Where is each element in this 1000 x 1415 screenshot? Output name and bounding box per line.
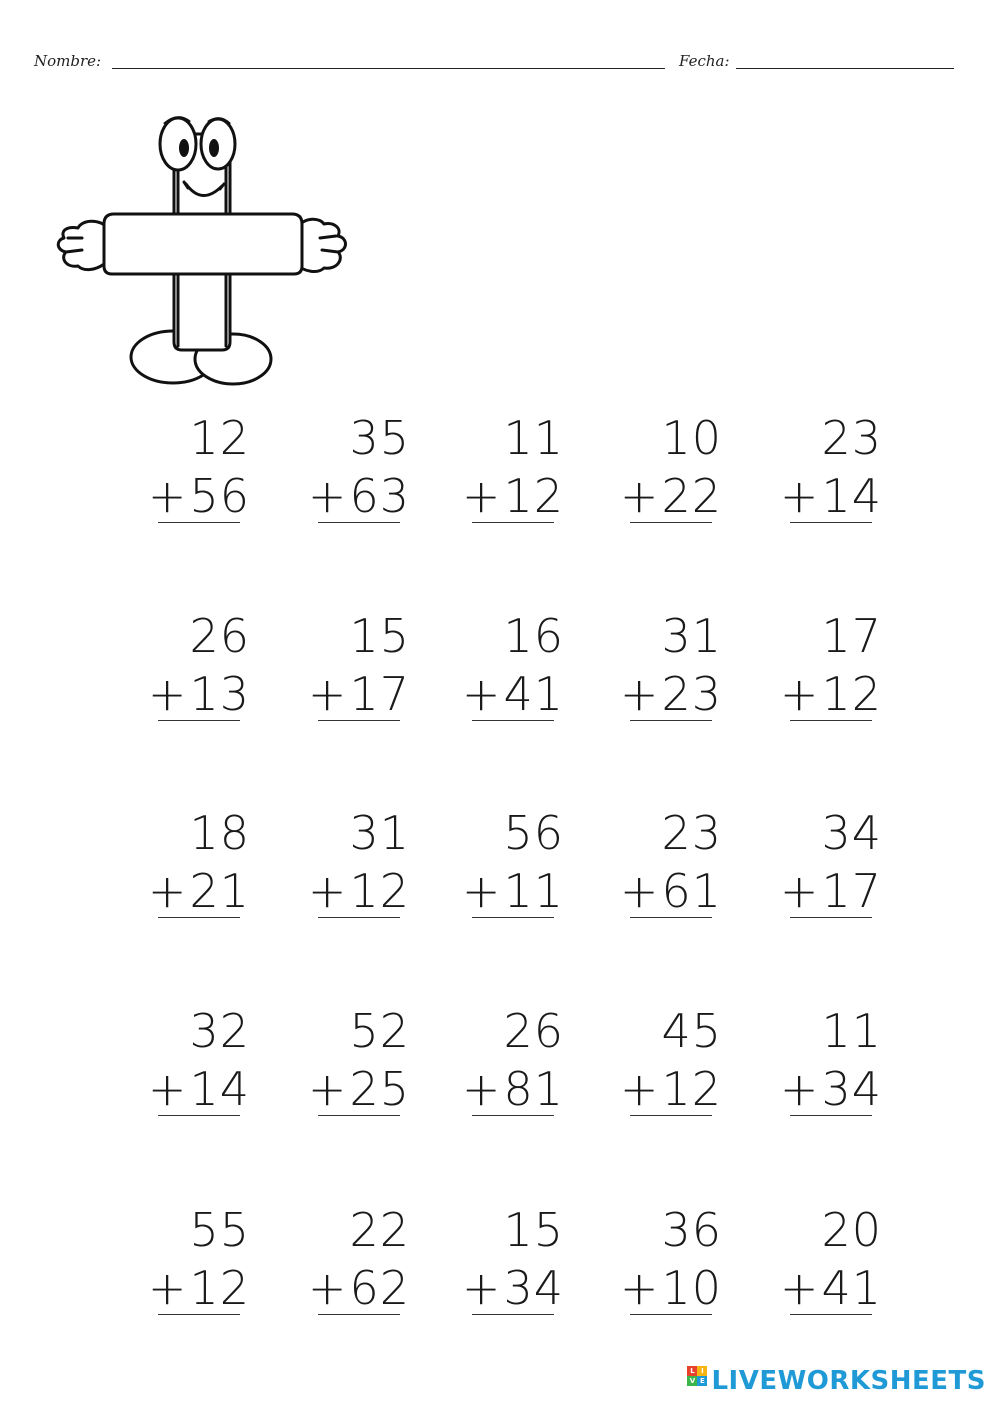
- answer-line[interactable]: [472, 1115, 554, 1116]
- answer-line[interactable]: [318, 1115, 400, 1116]
- addition-problem: [779, 1192, 894, 1322]
- second-addend: [619, 864, 722, 918]
- second-addend-value: 41: [821, 1261, 882, 1315]
- first-addend: 56: [503, 806, 564, 860]
- first-addend: 16: [503, 609, 564, 663]
- first-addend: 36: [661, 1203, 722, 1257]
- answer-line[interactable]: [472, 522, 554, 523]
- second-addend: [307, 667, 410, 721]
- addition-problem: [461, 993, 576, 1123]
- addition-problem: [147, 1192, 262, 1322]
- date-label: Fecha:: [679, 52, 730, 70]
- plus-operator: +: [461, 1062, 502, 1116]
- plus-operator: +: [307, 469, 348, 523]
- addition-problem: [147, 598, 262, 728]
- second-addend-value: 22: [661, 469, 722, 523]
- answer-line[interactable]: [158, 1115, 240, 1116]
- first-addend: 15: [503, 1203, 564, 1257]
- first-addend: 31: [661, 609, 722, 663]
- logo-letter: L: [687, 1366, 697, 1376]
- addition-problem: [779, 400, 894, 530]
- first-addend: 11: [503, 411, 564, 465]
- logo-letter: E: [697, 1376, 707, 1386]
- addition-problem: [307, 993, 422, 1123]
- addition-problem: [461, 1192, 576, 1322]
- second-addend-value: 12: [189, 1261, 250, 1315]
- second-addend-value: 12: [661, 1062, 722, 1116]
- second-addend-value: 81: [503, 1062, 564, 1116]
- second-addend: [147, 469, 250, 523]
- addition-problem: [461, 795, 576, 925]
- plus-operator: +: [147, 667, 188, 721]
- first-addend: 22: [349, 1203, 410, 1257]
- first-addend: 31: [349, 806, 410, 860]
- plus-operator: +: [779, 469, 820, 523]
- second-addend-value: 63: [349, 469, 410, 523]
- second-addend: [147, 667, 250, 721]
- addition-problem: [147, 795, 262, 925]
- plus-operator: +: [779, 667, 820, 721]
- second-addend: [461, 1261, 564, 1315]
- second-addend: [619, 1062, 722, 1116]
- answer-line[interactable]: [158, 917, 240, 918]
- second-addend-value: 12: [503, 469, 564, 523]
- plus-operator: +: [779, 1261, 820, 1315]
- second-addend: [779, 667, 882, 721]
- first-addend: 12: [189, 411, 250, 465]
- liveworksheets-brand[interactable]: [687, 1363, 986, 1399]
- plus-operator: +: [619, 1261, 660, 1315]
- second-addend: [619, 1261, 722, 1315]
- addition-problem: [779, 795, 894, 925]
- second-addend: [307, 469, 410, 523]
- second-addend-value: 17: [349, 667, 410, 721]
- liveworksheets-logo-icon: [687, 1366, 707, 1396]
- answer-line[interactable]: [158, 522, 240, 523]
- first-addend: 26: [503, 1004, 564, 1058]
- answer-line[interactable]: [158, 1314, 240, 1315]
- first-addend: 10: [661, 411, 722, 465]
- first-addend: 34: [821, 806, 882, 860]
- second-addend: [619, 667, 722, 721]
- second-addend-value: 21: [189, 864, 250, 918]
- addition-problem: [461, 400, 576, 530]
- answer-line[interactable]: [472, 917, 554, 918]
- answer-line[interactable]: [158, 720, 240, 721]
- addition-problem: [779, 598, 894, 728]
- second-addend-value: 61: [661, 864, 722, 918]
- plus-operator: +: [147, 1261, 188, 1315]
- answer-line[interactable]: [790, 1115, 872, 1116]
- second-addend: [779, 864, 882, 918]
- plus-operator: +: [307, 1062, 348, 1116]
- second-addend: [461, 667, 564, 721]
- first-addend: 15: [349, 609, 410, 663]
- first-addend: 17: [821, 609, 882, 663]
- second-addend-value: 34: [821, 1062, 882, 1116]
- plus-operator: +: [461, 864, 502, 918]
- second-addend-value: 23: [661, 667, 722, 721]
- second-addend: [461, 469, 564, 523]
- answer-line[interactable]: [630, 522, 712, 523]
- answer-line[interactable]: [472, 1314, 554, 1315]
- addition-problem: [619, 598, 734, 728]
- plus-operator: +: [461, 469, 502, 523]
- second-addend-value: 34: [503, 1261, 564, 1315]
- second-addend: [779, 1062, 882, 1116]
- plus-operator: +: [779, 864, 820, 918]
- second-addend: [307, 864, 410, 918]
- addition-problem: [307, 598, 422, 728]
- plus-operator: +: [619, 864, 660, 918]
- addition-problem: [461, 598, 576, 728]
- answer-line[interactable]: [630, 720, 712, 721]
- addition-problem: [619, 795, 734, 925]
- second-addend-value: 12: [821, 667, 882, 721]
- second-addend: [461, 1062, 564, 1116]
- second-addend: [147, 1062, 250, 1116]
- answer-line[interactable]: [318, 720, 400, 721]
- answer-line[interactable]: [790, 917, 872, 918]
- second-addend: [307, 1062, 410, 1116]
- answer-line[interactable]: [318, 1314, 400, 1315]
- addition-problem: [307, 795, 422, 925]
- second-addend: [307, 1261, 410, 1315]
- second-addend-value: 41: [503, 667, 564, 721]
- second-addend-value: 17: [821, 864, 882, 918]
- answer-line[interactable]: [630, 917, 712, 918]
- addition-problem: [307, 1192, 422, 1322]
- addition-problem: [619, 993, 734, 1123]
- plus-operator: +: [147, 469, 188, 523]
- logo-letter: V: [687, 1376, 697, 1386]
- addition-problem: [307, 400, 422, 530]
- plus-operator: +: [147, 1062, 188, 1116]
- second-addend-value: 12: [349, 864, 410, 918]
- second-addend-value: 13: [189, 667, 250, 721]
- plus-operator: +: [619, 469, 660, 523]
- second-addend-value: 14: [189, 1062, 250, 1116]
- second-addend: [779, 1261, 882, 1315]
- second-addend-value: 25: [349, 1062, 410, 1116]
- plus-operator: +: [619, 1062, 660, 1116]
- first-addend: 23: [821, 411, 882, 465]
- first-addend: 20: [821, 1203, 882, 1257]
- first-addend: 35: [349, 411, 410, 465]
- plus-operator: +: [307, 667, 348, 721]
- first-addend: 32: [189, 1004, 250, 1058]
- addition-problem: [147, 993, 262, 1123]
- addition-problem: [779, 993, 894, 1123]
- second-addend: [147, 1261, 250, 1315]
- first-addend: 55: [189, 1203, 250, 1257]
- answer-line[interactable]: [790, 720, 872, 721]
- second-addend: [779, 469, 882, 523]
- answer-line[interactable]: [472, 720, 554, 721]
- addition-problem: [147, 400, 262, 530]
- second-addend-value: 10: [661, 1261, 722, 1315]
- second-addend-value: 62: [349, 1261, 410, 1315]
- logo-letter: I: [697, 1366, 707, 1376]
- plus-operator: +: [461, 1261, 502, 1315]
- answer-line[interactable]: [790, 522, 872, 523]
- first-addend: 26: [189, 609, 250, 663]
- addition-problem: [619, 400, 734, 530]
- brand-text: LIVEWORKSHEETS: [711, 1366, 986, 1396]
- second-addend-value: 56: [189, 469, 250, 523]
- plus-operator: +: [307, 1261, 348, 1315]
- second-addend: [147, 864, 250, 918]
- second-addend: [461, 864, 564, 918]
- first-addend: 18: [189, 806, 250, 860]
- second-addend-value: 14: [821, 469, 882, 523]
- answer-line[interactable]: [318, 917, 400, 918]
- plus-operator: +: [147, 864, 188, 918]
- name-label: Nombre:: [34, 52, 102, 70]
- first-addend: 23: [661, 806, 722, 860]
- plus-operator: +: [779, 1062, 820, 1116]
- addition-problem: [619, 1192, 734, 1322]
- second-addend: [619, 469, 722, 523]
- answer-line[interactable]: [630, 1314, 712, 1315]
- second-addend-value: 11: [503, 864, 564, 918]
- plus-operator: +: [461, 667, 502, 721]
- plus-operator: +: [307, 864, 348, 918]
- first-addend: 11: [821, 1004, 882, 1058]
- answer-line[interactable]: [630, 1115, 712, 1116]
- first-addend: 45: [661, 1004, 722, 1058]
- first-addend: 52: [349, 1004, 410, 1058]
- answer-line[interactable]: [318, 522, 400, 523]
- plus-operator: +: [619, 667, 660, 721]
- answer-line[interactable]: [790, 1314, 872, 1315]
